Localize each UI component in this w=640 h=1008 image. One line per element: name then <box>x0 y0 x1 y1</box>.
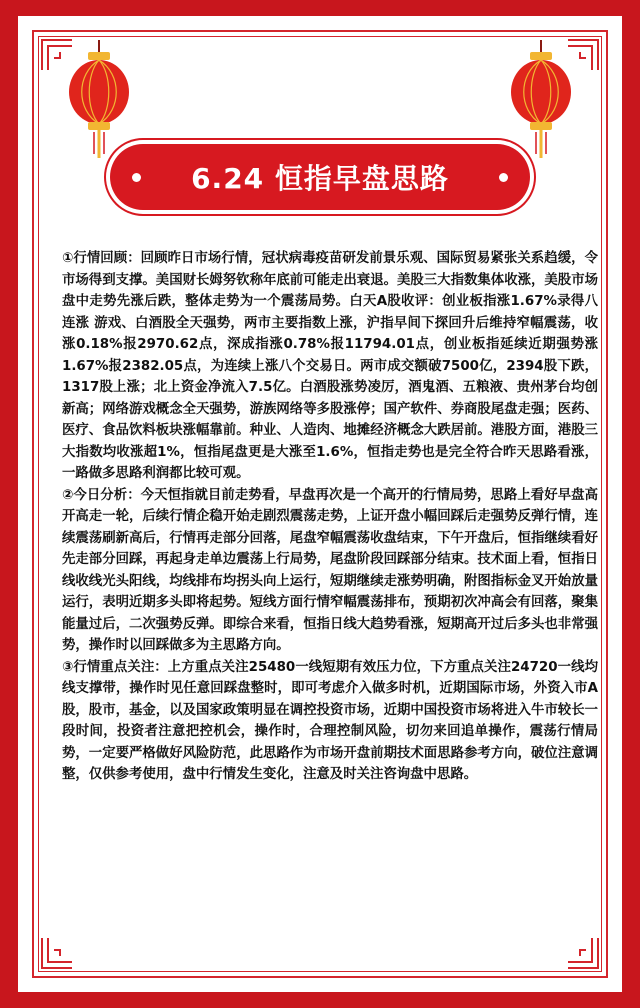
corner-ornament-icon <box>566 936 600 970</box>
title-banner <box>110 144 530 210</box>
corner-ornament-icon <box>40 936 74 970</box>
section-market-review: ①行情回顾：回顾昨日市场行情，冠状病毒疫苗研发前景乐观、国际贸易紧张关系趋缓，令市场得到支撑。美国财长姆努钦称年底前可能走出衰退。美股三大指数集体收涨，美股市场盘中走势先涨后跌，整体走势为一个震荡局势。白天A股收评：创业板指涨1.67%录得八连涨 游戏、白酒股全天强势，两市主要指数上涨，沪指早间下探回升后维持窄幅震荡，收涨0.18%报2970.62点，深成指涨0.78%报11794.01点，创业板指延续近期强势涨1.67%报2382.05点，为连续上涨八个交易日。两市成交额破7500亿，2394股下跌，1317股上涨；北上资金净流入7.5亿。白酒股涨势凌厉，酒鬼酒、五粮液、贵州茅台均创新高；网络游戏概念全天强势，游族网络等多股涨停；国产软件、券商股尾盘走强；医药、医疗、食品饮料板块涨幅靠前。种业、人造肉、地摊经济概念大跌居前。港股方面，港股三大指数均收涨超1%，恒指尾盘更是大涨至1.6%，恒指走势也是完全符合昨天思路看涨，一路做多思路利润都比较可观。 <box>62 251 598 481</box>
section-key-levels: ③行情重点关注：上方重点关注25480一线短期有效压力位，下方重点关注24720一线均线支撑带，操作时见任意回踩盘整时，即可考虑介入做多时机，近期国际市场，外资入市A股，股市，基金，以及国家政策明显在调控投资市场，近期中国投资市场将进入牛市较长一段时间，投资者注意把控机会，操作时，合理控制风险，切勿来回追单操作，震荡行情局势，一定要严格做好风险防范，此思路作为市场开盘前期技术面思路参考方向，破位注意调整，仅供参考使用，盘中行情发生变化，注意及时关注咨询盘中思路。 <box>62 659 598 782</box>
red-lantern-right-icon <box>506 40 576 160</box>
red-lantern-left-icon <box>64 40 134 160</box>
poster-card <box>18 16 622 992</box>
title-dot-right <box>499 173 508 182</box>
section-today-analysis: ②今日分析：今天恒指就目前走势看，早盘再次是一个高开的行情局势，思路上看好早盘高开高走一轮，后续行情企稳开始走剧烈震荡走势，上证开盘小幅回踩后走强势反弹行情，连续震荡刷新高后，行情再走部分回落，尾盘窄幅震荡收盘结束，下午开盘后，恒指继续看好先走部分回踩，再起身走单边震荡上行局势，尾盘阶段回踩部分结束。技术面上看，恒指日线收线光头阳线，均线排布均拐头向上运行，短期继续走涨势明确，附图指标金叉开始放量运行，表明近期多头即将起势。短线方面行情窄幅震荡排布，预期初次冲高会有回落，聚集能量过后，二次强势反弹。即综合来看，恒指日线大趋势看涨，短期高开过后多头也非常强势，操作时以回踩做多为主思路方向。 <box>62 487 598 653</box>
page-title: 6.24 恒指早盘思路 <box>191 162 449 195</box>
article-body <box>62 248 598 786</box>
title-dot-left <box>132 173 141 182</box>
